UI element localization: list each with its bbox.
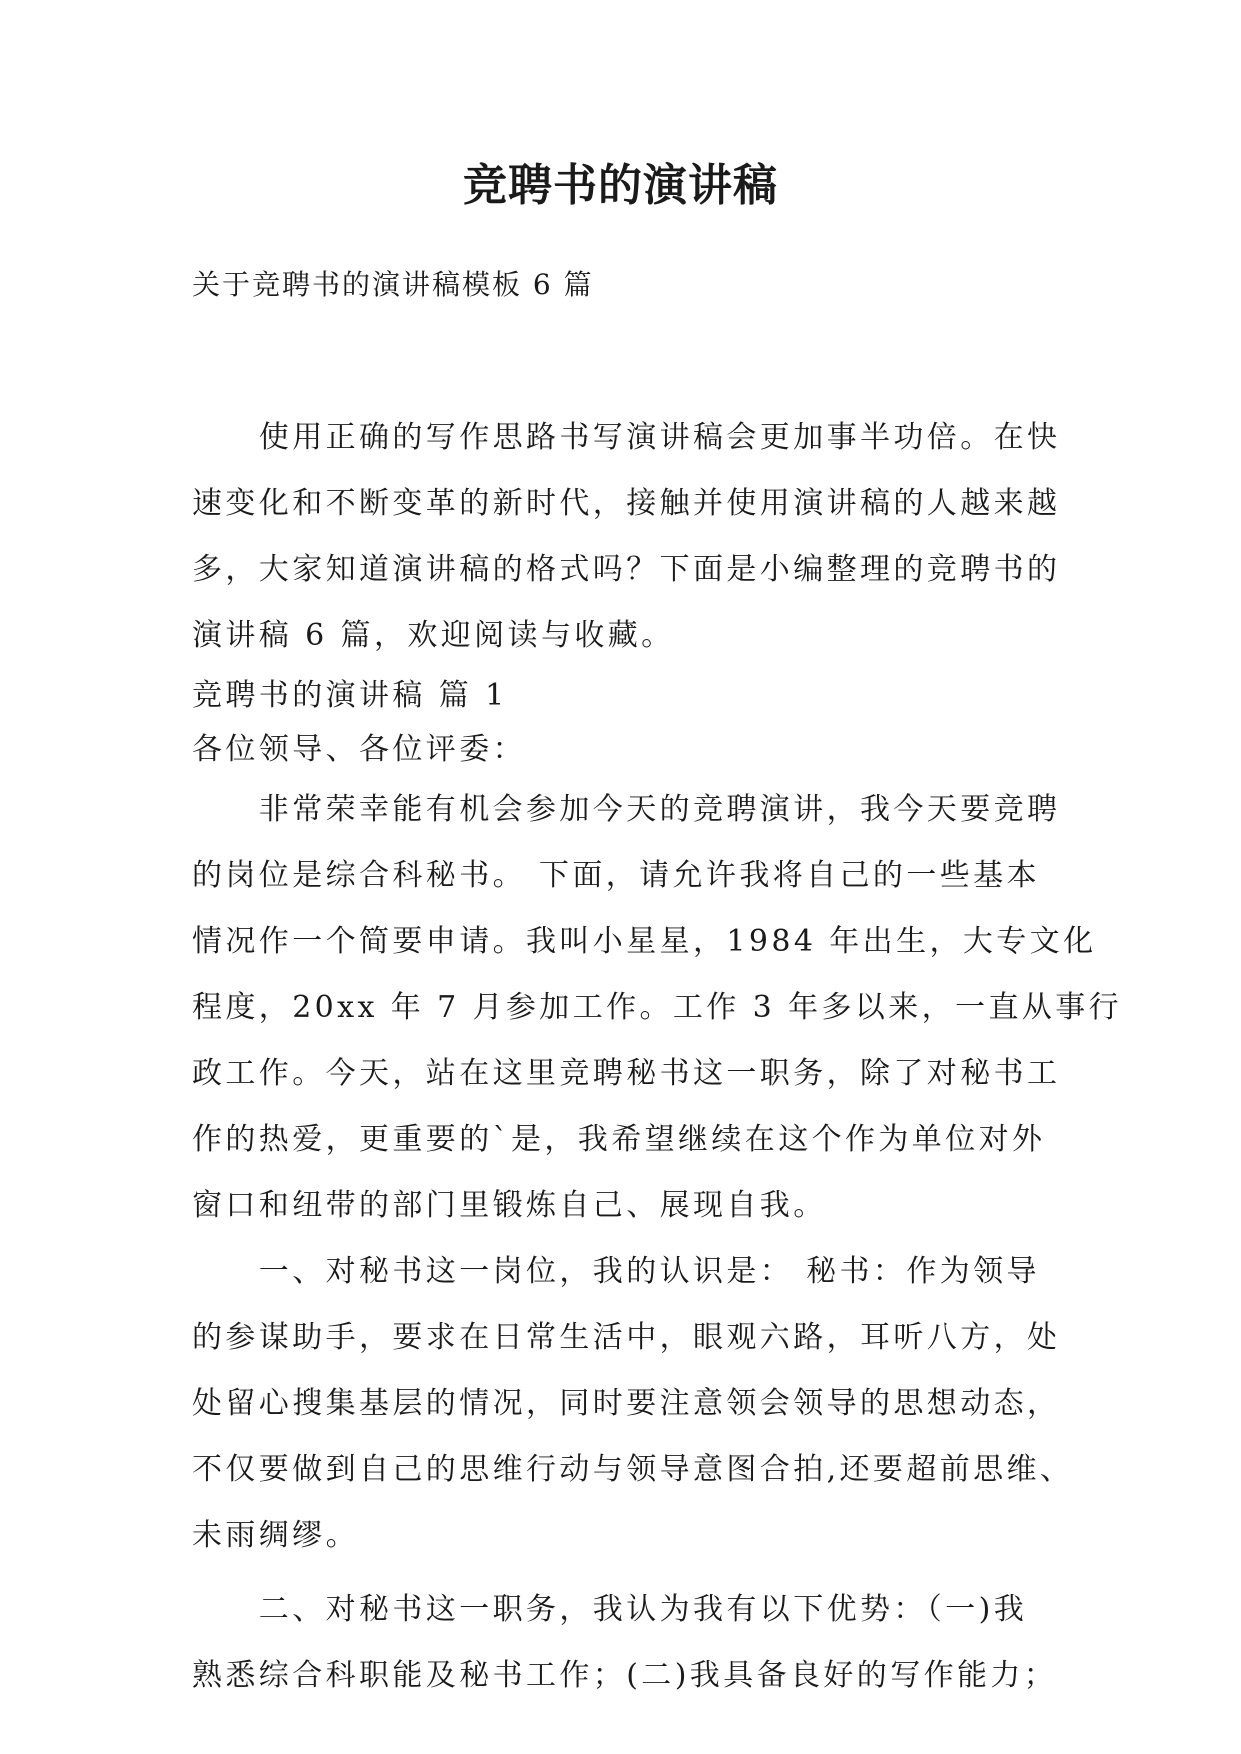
document-title: 竞聘书的演讲稿	[463, 160, 778, 211]
text-line: 多，大家知道演讲稿的格式吗？下面是小编整理的竞聘书的	[192, 552, 1061, 587]
text-line: 程度，20xx 年 7 月参加工作。工作 3 年多以来，一直从事行	[192, 990, 1123, 1025]
text-line: 作的热爱，更重要的`是，我希望继续在这个作为单位对外	[192, 1122, 1046, 1157]
text-line: 一、对秘书这一岗位，我的认识是： 秘书：作为领导	[192, 1254, 1040, 1289]
document-body	[192, 405, 1123, 1709]
text-line: 的岗位是综合科秘书。 下面，请允许我将自己的一些基本	[192, 858, 1040, 893]
salutation: 各位领导、各位评委：	[192, 732, 526, 767]
text-line: 处留心搜集基层的情况，同时要注意领会领导的思想动态，	[192, 1386, 1061, 1421]
section-heading: 竞聘书的演讲稿 篇 1	[192, 678, 508, 713]
text-line: 演讲稿 6 篇，欢迎阅读与收藏。	[192, 618, 675, 653]
text-line: 窗口和纽带的部门里锻炼自己、展现自我。	[192, 1188, 827, 1223]
text-line: 情况作一个简要申请。我叫小星星，1984 年出生，大专文化	[192, 924, 1097, 959]
text-line: 速变化和不断变革的新时代，接触并使用演讲稿的人越来越	[192, 486, 1061, 521]
text-line: 政工作。今天，站在这里竞聘秘书这一职务，除了对秘书工	[192, 1056, 1061, 1091]
document-subtitle: 关于竞聘书的演讲稿模板 6 篇	[192, 268, 594, 301]
text-line: 使用正确的写作思路书写演讲稿会更加事半功倍。在快	[192, 420, 1061, 455]
text-line: 二、对秘书这一职务，我认为我有以下优势：（一)我	[192, 1592, 1028, 1627]
paragraph-gap	[192, 1569, 1060, 1577]
text-line: 非常荣幸能有机会参加今天的竞聘演讲，我今天要竞聘	[192, 792, 1061, 827]
text-line: 未雨绸缪。	[192, 1518, 359, 1553]
text-line: 不仅要做到自己的思维行动与领导意图合拍,还要超前思维、	[192, 1452, 1074, 1487]
text-line: 的参谋助手，要求在日常生活中，眼观六路，耳听八方，处	[192, 1320, 1061, 1355]
text-line: 熟悉综合科职能及秘书工作；(二)我具备良好的写作能力；	[192, 1658, 1058, 1693]
